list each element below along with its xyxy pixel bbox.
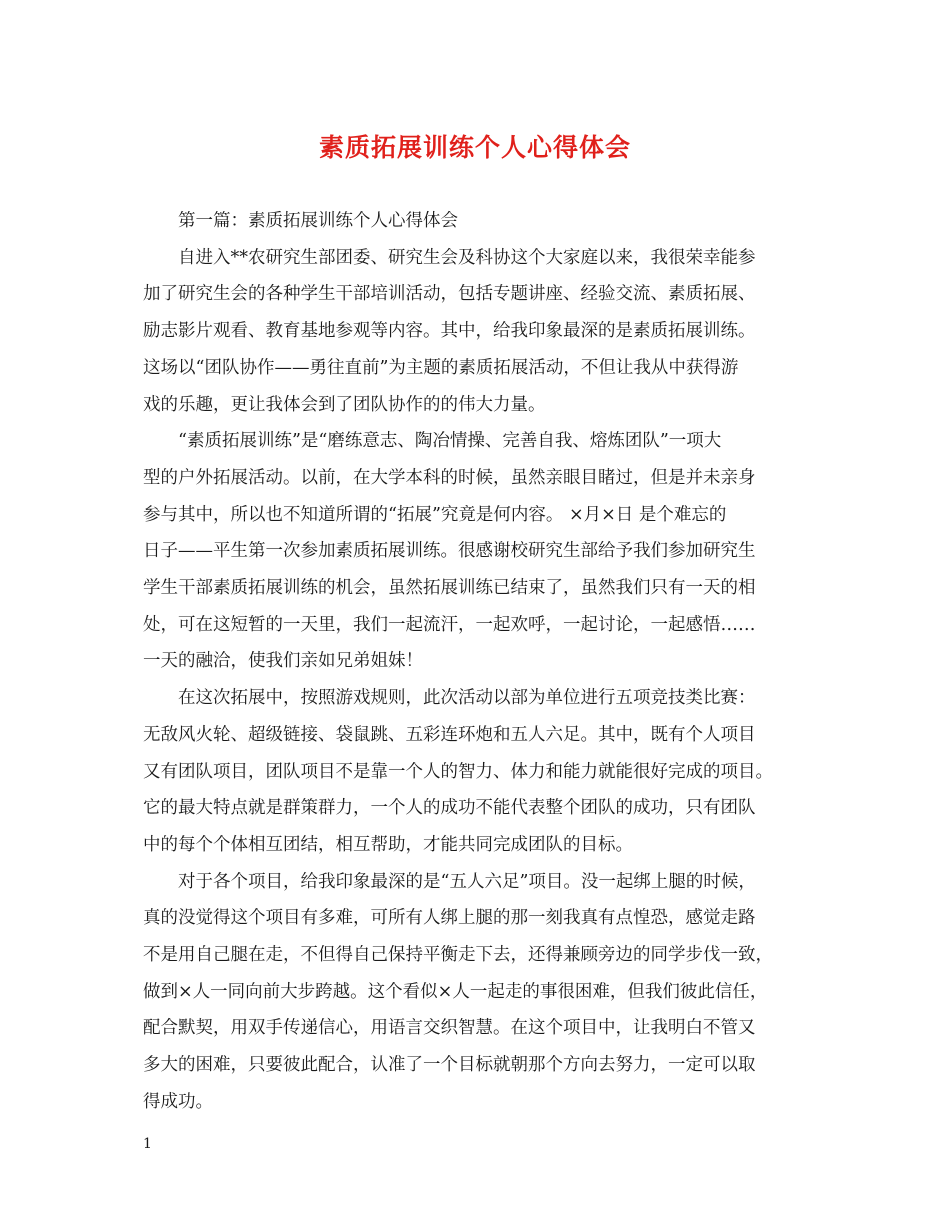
text-line: 型的户外拓展活动。以前，在大学本科的时候，虽然亲眼目睹过，但是并未亲身 (143, 467, 756, 488)
text-line: 无敌风火轮、超级链接、袋鼠跳、五彩连环炮和五人六足。其中，既有个人项目 (143, 724, 756, 745)
document-title: 素质拓展训练个人心得体会 (318, 133, 631, 162)
paragraph-3 (143, 423, 823, 680)
text-line: 戏的乐趣，更让我体会到了团队协作的的伟大力量。 (143, 394, 546, 415)
page-number: 1 (143, 1136, 152, 1152)
paragraph-2 (143, 240, 823, 424)
text-line: 处，可在这短暂的一天里，我们一起流汗，一起欢呼，一起讨论，一起感悟…… (143, 614, 756, 635)
text-line: 参与其中，所以也不知道所谓的“拓展”究竟是何内容。 ×月×日 是个难忘的 (143, 504, 727, 525)
text-line: 对于各个项目，给我印象最深的是“五人六足”项目。没一起绑上腿的时候， (178, 871, 756, 892)
text-line: 第一篇：素质拓展训练个人心得体会 (178, 211, 458, 231)
text-line: 这场以“团队协作——勇往直前”为主题的素质拓展活动，不但让我从中获得游 (143, 357, 739, 378)
paragraph-1 (143, 203, 823, 240)
paragraph-4 (143, 680, 823, 864)
text-line: 一天的融洽，使我们亲如兄弟姐妹！ (143, 651, 423, 672)
text-line: 配合默契，用双手传递信心，用语言交织智慧。在这个项目中，让我明白不管又 (143, 1018, 756, 1039)
document-body (143, 203, 823, 1121)
text-line: “素质拓展训练”是“磨练意志、陶冶情操、完善自我、熔炼团队”一项大 (178, 431, 722, 452)
text-line: 又有团队项目，团队项目不是靠一个人的智力、体力和能力就能很好完成的项目。 (143, 761, 773, 782)
text-line: 学生干部素质拓展训练的机会，虽然拓展训练已结束了，虽然我们只有一天的相 (143, 578, 756, 599)
text-line: 得成功。 (143, 1091, 213, 1112)
text-line: 加了研究生会的各种学生干部培训活动，包括专题讲座、经验交流、素质拓展、 (143, 284, 756, 305)
text-line: 中的每个个体相互团结，相互帮助，才能共同完成团队的目标。 (143, 834, 633, 855)
text-line: 多大的困难，只要彼此配合，认准了一个目标就朝那个方向去努力，一定可以取 (143, 1055, 756, 1076)
paragraph-5 (143, 864, 823, 1121)
text-line: 自进入**农研究生部团委、研究生会及科协这个大家庭以来，我很荣幸能参 (178, 247, 756, 268)
text-line: 它的最大特点就是群策群力，一个人的成功不能代表整个团队的成功，只有团队 (143, 798, 756, 819)
text-line: 励志影片观看、教育基地参观等内容。其中，给我印象最深的是素质拓展训练。 (143, 321, 756, 342)
text-line: 做到×人一同向前大步跨越。这个看似×人一起走的事很困难，但我们彼此信任， (143, 981, 768, 1002)
text-line: 日子——平生第一次参加素质拓展训练。很感谢校研究生部给予我们参加研究生 (143, 541, 756, 562)
text-line: 在这次拓展中，按照游戏规则，此次活动以部为单位进行五项竞技类比赛： (178, 688, 756, 709)
text-line: 不是用自己腿在走，不但得自己保持平衡走下去，还得兼顾旁边的同学步伐一致， (143, 945, 773, 966)
text-line: 真的没觉得这个项目有多难，可所有人绑上腿的那一刻我真有点惶恐，感觉走路 (143, 908, 756, 929)
